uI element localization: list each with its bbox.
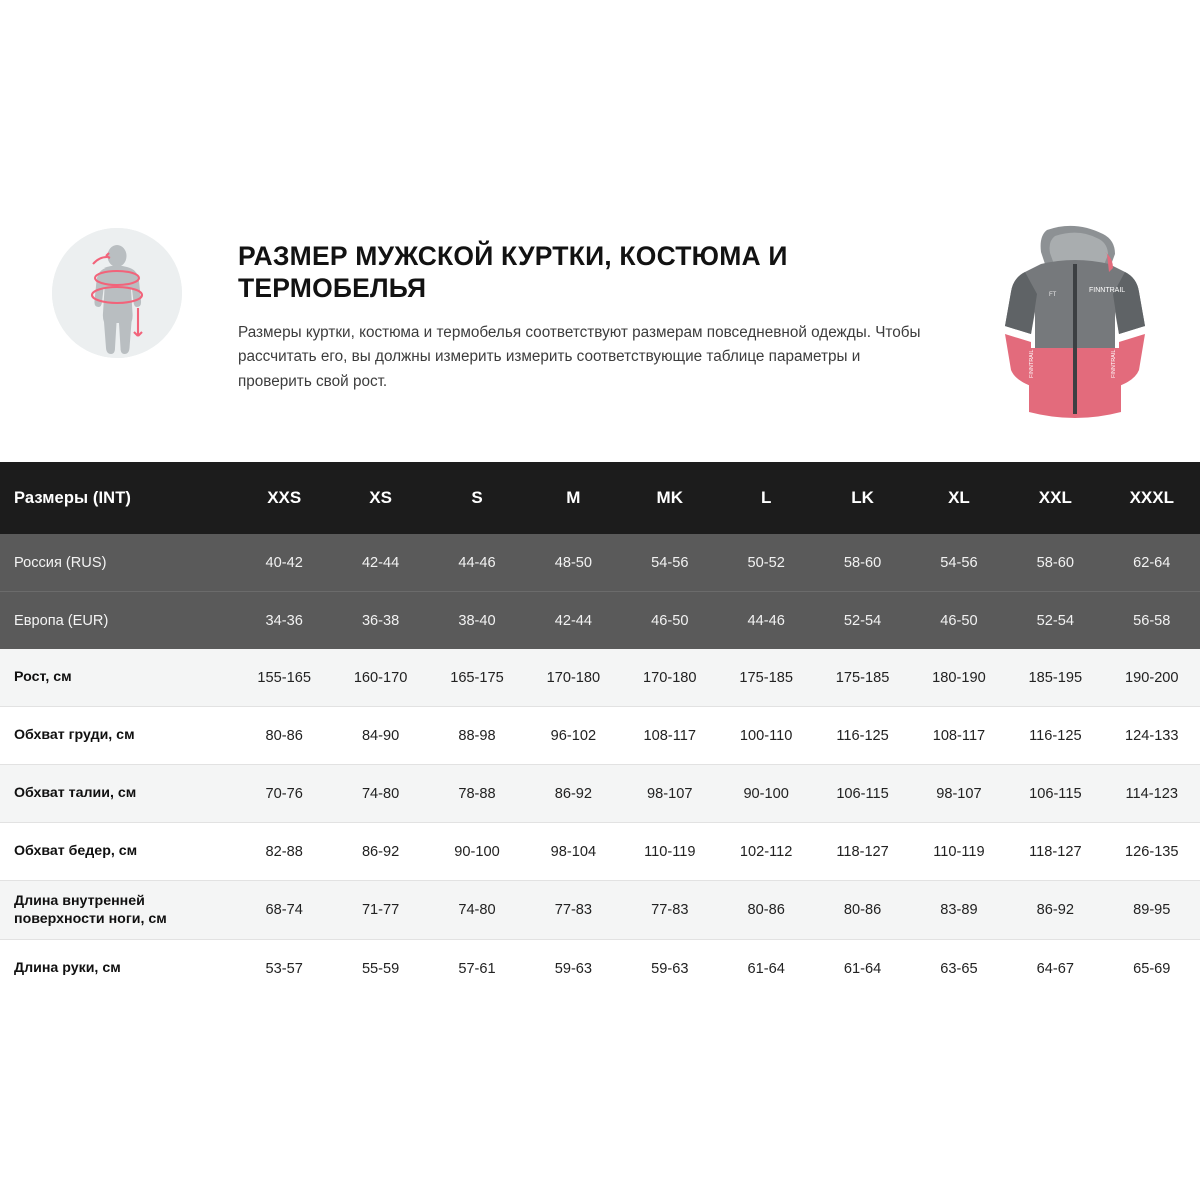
table-header-size-xxxl: XXXL xyxy=(1104,462,1200,534)
cell: 106-115 xyxy=(1007,765,1103,823)
cell: 98-104 xyxy=(525,823,621,881)
table-header-size-mk: MK xyxy=(622,462,718,534)
cell: 48-50 xyxy=(525,534,621,592)
cell: 100-110 xyxy=(718,707,814,765)
cell: 82-88 xyxy=(236,823,332,881)
table-header-size-xl: XL xyxy=(911,462,1007,534)
cell: 36-38 xyxy=(332,592,428,650)
cell: 64-67 xyxy=(1007,940,1103,998)
cell: 190-200 xyxy=(1104,649,1200,707)
cell: 155-165 xyxy=(236,649,332,707)
page-title: РАЗМЕР МУЖСКОЙ КУРТКИ, КОСТЮМА И ТЕРМОБЕЛЬЯ xyxy=(238,241,788,304)
row-label: Обхват талии, см xyxy=(0,765,236,823)
cell: 86-92 xyxy=(1007,881,1103,940)
cell: 58-60 xyxy=(1007,534,1103,592)
cell: 175-185 xyxy=(718,649,814,707)
cell: 108-117 xyxy=(911,707,1007,765)
cell: 80-86 xyxy=(814,881,910,940)
cell: 83-89 xyxy=(911,881,1007,940)
table-row xyxy=(0,534,1200,592)
cell: 54-56 xyxy=(622,534,718,592)
cell: 90-100 xyxy=(718,765,814,823)
cell: 46-50 xyxy=(622,592,718,650)
cell: 53-57 xyxy=(236,940,332,998)
cell: 42-44 xyxy=(332,534,428,592)
cell: 57-61 xyxy=(429,940,525,998)
table-header-size-xxs: XXS xyxy=(236,462,332,534)
table-row xyxy=(0,707,1200,765)
cell: 71-77 xyxy=(332,881,428,940)
cell: 165-175 xyxy=(429,649,525,707)
cell: 102-112 xyxy=(718,823,814,881)
cell: 185-195 xyxy=(1007,649,1103,707)
cell: 62-64 xyxy=(1104,534,1200,592)
cell: 96-102 xyxy=(525,707,621,765)
cell: 44-46 xyxy=(429,534,525,592)
cell: 59-63 xyxy=(622,940,718,998)
cell: 175-185 xyxy=(814,649,910,707)
cell: 84-90 xyxy=(332,707,428,765)
table-header-size-s: S xyxy=(429,462,525,534)
cell: 65-69 xyxy=(1104,940,1200,998)
row-label: Рост, см xyxy=(0,649,236,707)
cell: 77-83 xyxy=(622,881,718,940)
svg-text:FINNTRAIL: FINNTRAIL xyxy=(1029,349,1035,378)
cell: 124-133 xyxy=(1104,707,1200,765)
table-row xyxy=(0,940,1200,998)
cell: 160-170 xyxy=(332,649,428,707)
table-row xyxy=(0,881,1200,940)
cell: 118-127 xyxy=(1007,823,1103,881)
cell: 52-54 xyxy=(814,592,910,650)
cell: 80-86 xyxy=(718,881,814,940)
table-row xyxy=(0,765,1200,823)
cell: 40-42 xyxy=(236,534,332,592)
size-chart-table xyxy=(0,462,1200,997)
cell: 170-180 xyxy=(622,649,718,707)
cell: 110-119 xyxy=(622,823,718,881)
row-label: Европа (EUR) xyxy=(0,592,236,650)
cell: 110-119 xyxy=(911,823,1007,881)
cell: 38-40 xyxy=(429,592,525,650)
cell: 56-58 xyxy=(1104,592,1200,650)
cell: 74-80 xyxy=(429,881,525,940)
cell: 126-135 xyxy=(1104,823,1200,881)
row-label: Обхват груди, см xyxy=(0,707,236,765)
cell: 114-123 xyxy=(1104,765,1200,823)
table-header-size-xs: XS xyxy=(332,462,428,534)
cell: 108-117 xyxy=(622,707,718,765)
cell: 86-92 xyxy=(525,765,621,823)
cell: 34-36 xyxy=(236,592,332,650)
cell: 74-80 xyxy=(332,765,428,823)
row-label: Россия (RUS) xyxy=(0,534,236,592)
cell: 61-64 xyxy=(814,940,910,998)
cell: 88-98 xyxy=(429,707,525,765)
table-header-size-xxl: XXL xyxy=(1007,462,1103,534)
cell: 90-100 xyxy=(429,823,525,881)
table-row xyxy=(0,823,1200,881)
cell: 98-107 xyxy=(911,765,1007,823)
cell: 116-125 xyxy=(1007,707,1103,765)
cell: 44-46 xyxy=(718,592,814,650)
cell: 106-115 xyxy=(814,765,910,823)
row-label: Обхват бедер, см xyxy=(0,823,236,881)
cell: 63-65 xyxy=(911,940,1007,998)
cell: 78-88 xyxy=(429,765,525,823)
row-label: Длина руки, см xyxy=(0,940,236,998)
table-row xyxy=(0,649,1200,707)
cell: 86-92 xyxy=(332,823,428,881)
table-header-size-lk: LK xyxy=(814,462,910,534)
cell: 68-74 xyxy=(236,881,332,940)
cell: 61-64 xyxy=(718,940,814,998)
table-row xyxy=(0,592,1200,650)
svg-text:FT: FT xyxy=(1049,292,1057,298)
cell: 50-52 xyxy=(718,534,814,592)
body-measurement-icon xyxy=(52,228,182,358)
svg-text:FINNTRAIL: FINNTRAIL xyxy=(1111,349,1117,378)
table-header-size-l: L xyxy=(718,462,814,534)
cell: 118-127 xyxy=(814,823,910,881)
page-description: Размеры куртки, костюма и термобелья соответствуют размерам повседневной одежды. Чтобы рассчитать его, вы должны измерить измерить соответствующие таблице параметры и проверить свой рост. xyxy=(238,323,921,391)
cell: 77-83 xyxy=(525,881,621,940)
table-header-size-m: M xyxy=(525,462,621,534)
cell: 180-190 xyxy=(911,649,1007,707)
cell: 42-44 xyxy=(525,592,621,650)
cell: 58-60 xyxy=(814,534,910,592)
cell: 170-180 xyxy=(525,649,621,707)
cell: 116-125 xyxy=(814,707,910,765)
svg-text:FINNTRAIL: FINNTRAIL xyxy=(1089,287,1126,294)
cell: 46-50 xyxy=(911,592,1007,650)
cell: 54-56 xyxy=(911,534,1007,592)
table-header-row xyxy=(0,462,1200,534)
cell: 80-86 xyxy=(236,707,332,765)
row-label: Длина внутренней поверхности ноги, см xyxy=(0,881,236,940)
mens-jacket-photo xyxy=(985,222,1165,457)
header-text-block xyxy=(238,240,928,395)
cell: 52-54 xyxy=(1007,592,1103,650)
table-header-label: Размеры (INT) xyxy=(0,462,236,534)
cell: 98-107 xyxy=(622,765,718,823)
cell: 55-59 xyxy=(332,940,428,998)
cell: 59-63 xyxy=(525,940,621,998)
cell: 70-76 xyxy=(236,765,332,823)
cell: 89-95 xyxy=(1104,881,1200,940)
